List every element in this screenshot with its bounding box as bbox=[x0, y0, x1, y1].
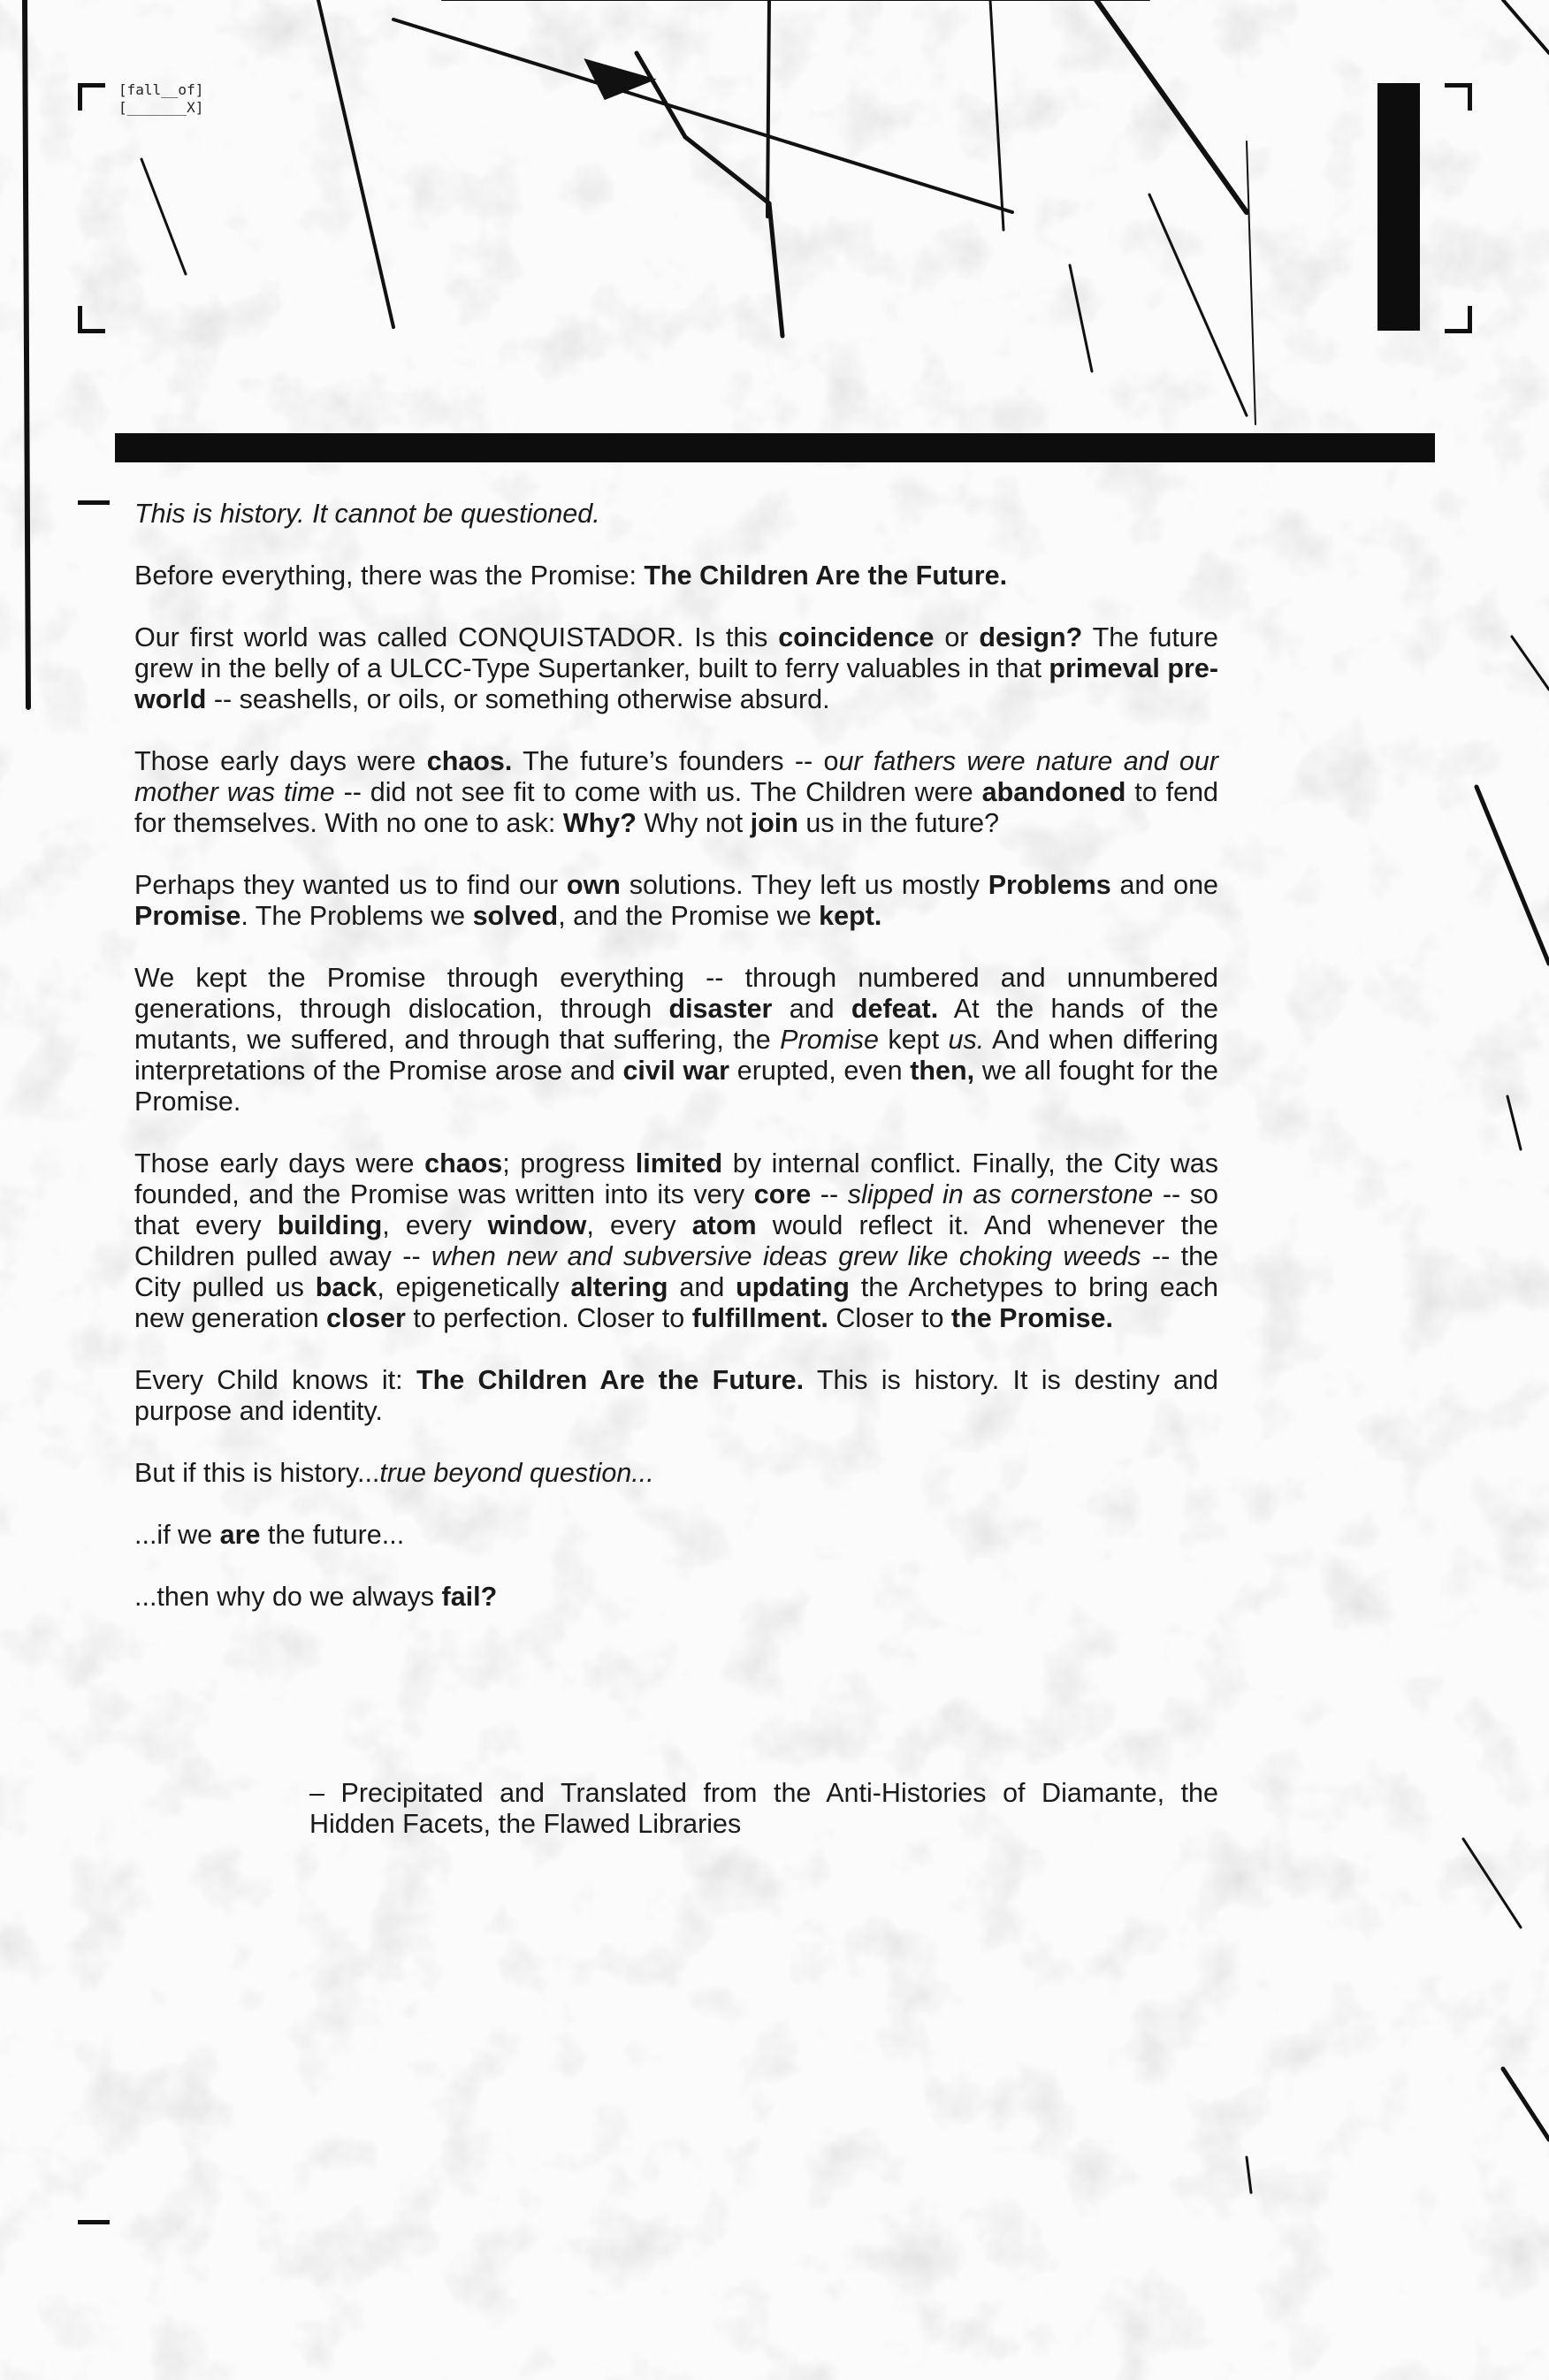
margin-dash-bottom bbox=[78, 2220, 110, 2224]
emphasis: disaster bbox=[668, 994, 773, 1024]
margin-dash-top bbox=[78, 500, 110, 505]
frame-corner-top-left bbox=[78, 83, 105, 111]
emphasis: building bbox=[277, 1210, 383, 1240]
text-run: and bbox=[668, 1272, 736, 1302]
paragraph-6 bbox=[134, 1148, 1218, 1334]
emphasis: are bbox=[219, 1520, 261, 1550]
frame-corner-top-right bbox=[1445, 83, 1472, 111]
emphasis: limited bbox=[635, 1148, 723, 1179]
text-run: would reflect it. And whenever the Children pulled away -- bbox=[134, 1210, 1218, 1271]
text-run: to fend for themselves. With no one to ask: bbox=[134, 777, 1218, 838]
text-run: solutions. They left us mostly bbox=[620, 870, 988, 900]
text-run: And when differing interpretations of the Promise arose and bbox=[134, 1025, 1218, 1086]
italic-run: Promise bbox=[780, 1025, 879, 1055]
emphasis: Why? bbox=[562, 808, 637, 838]
emphasis: kept. bbox=[819, 901, 882, 931]
emphasis: solved bbox=[472, 901, 559, 931]
text-run: , every bbox=[382, 1210, 488, 1240]
emphasis: chaos. bbox=[426, 746, 513, 776]
emphasis: primeval pre-world bbox=[134, 653, 1218, 714]
black-block-decoration bbox=[1377, 83, 1420, 331]
text-run: or bbox=[934, 622, 980, 652]
text-run: and one bbox=[1110, 870, 1219, 900]
emphasis: then, bbox=[910, 1056, 975, 1086]
paragraph-7 bbox=[134, 1365, 1218, 1427]
paragraph-5 bbox=[134, 963, 1218, 1118]
text-run: -- seashells, or oils, or something otherwise absurd. bbox=[206, 684, 830, 714]
paragraph-8 bbox=[134, 1458, 1218, 1489]
emphasis: closer bbox=[326, 1303, 406, 1333]
paragraph-9 bbox=[134, 1520, 1218, 1551]
epigraph-text: This is history. It cannot be questioned. bbox=[134, 499, 600, 529]
text-run: We kept the Promise through everything -- through numbered and unnumbered generations, through dislocation, through bbox=[134, 963, 1218, 1024]
emphasis: fulfillment. bbox=[691, 1303, 828, 1333]
file-tag-line-2: [_______X] bbox=[118, 99, 204, 116]
emphasis: Problems bbox=[988, 870, 1111, 900]
text-run: , and the Promise we bbox=[558, 901, 820, 931]
promise-motto: The Children Are the Future. bbox=[416, 1365, 805, 1395]
text-run: The future grew in the belly of a ULCC-Type Supertanker, built to ferry valuables in that bbox=[134, 622, 1218, 683]
text-run: -- bbox=[811, 1179, 848, 1209]
text-run: to perfection. Closer to bbox=[405, 1303, 692, 1333]
epigraph bbox=[134, 499, 1218, 530]
text-run: -- the City pulled us bbox=[134, 1241, 1218, 1302]
italic-run: when new and subversive ideas grew like choking weeds bbox=[431, 1241, 1141, 1271]
emphasis: updating bbox=[736, 1272, 850, 1302]
emphasis: own bbox=[566, 870, 621, 900]
text-run: by internal conflict. Finally, the City was founded, and the Promise was written into its very bbox=[134, 1148, 1218, 1209]
emphasis: altering bbox=[570, 1272, 668, 1302]
paragraph-1 bbox=[134, 561, 1218, 591]
text-run: , every bbox=[586, 1210, 692, 1240]
file-tag bbox=[118, 81, 203, 117]
italic-run: slipped in as cornerstone bbox=[847, 1179, 1154, 1209]
text-run: ; progress bbox=[502, 1148, 636, 1179]
italic-run: ur fathers were nature and our mother was time bbox=[134, 746, 1219, 807]
text-run: Closer to bbox=[828, 1303, 951, 1333]
paragraph-3 bbox=[134, 746, 1218, 839]
text-run: and bbox=[772, 994, 851, 1024]
text-run: . The Problems we bbox=[240, 901, 473, 931]
emphasis: atom bbox=[691, 1210, 757, 1240]
text-run: Every Child knows it: bbox=[134, 1365, 416, 1395]
italic-run: true beyond question... bbox=[379, 1458, 654, 1488]
text-run: kept bbox=[878, 1025, 949, 1055]
emphasis: join bbox=[750, 808, 798, 838]
emphasis: fail? bbox=[441, 1582, 498, 1612]
emphasis: window bbox=[487, 1210, 587, 1240]
emphasis: back bbox=[315, 1272, 378, 1302]
emphasis: core bbox=[753, 1179, 812, 1209]
text-run: -- did not see fit to come with us. The Children were bbox=[334, 777, 982, 807]
emphasis: Promise bbox=[134, 901, 241, 931]
text-run: Those early days were bbox=[134, 1148, 425, 1179]
frame-corner-bottom-right bbox=[1445, 306, 1472, 333]
text-run: ...if we bbox=[134, 1520, 220, 1550]
emphasis: coincidence bbox=[778, 622, 935, 652]
text-run: Perhaps they wanted us to find our bbox=[134, 870, 567, 900]
text-run: But if this is history... bbox=[134, 1458, 380, 1488]
frame-corner-bottom-left bbox=[78, 306, 105, 333]
emphasis: the Promise. bbox=[950, 1303, 1113, 1333]
text-run: Those early days were bbox=[134, 746, 427, 776]
promise-motto: The Children Are the Future. bbox=[644, 561, 1008, 591]
text-run: the Archetypes to bring each new generation bbox=[134, 1272, 1218, 1333]
attribution: – Precipitated and Translated from the Anti-Histories of Diamante, the Hidden Facets, the Flawed Libraries bbox=[309, 1778, 1218, 1839]
text-run: At the hands of the mutants, we suffered, and through that suffering, the bbox=[134, 994, 1218, 1055]
text-run: erupted, even bbox=[729, 1056, 911, 1086]
text-run: Why not bbox=[636, 808, 751, 838]
paragraph-4 bbox=[134, 870, 1218, 932]
text-run: This is history. It is destiny and purpose and identity. bbox=[134, 1365, 1218, 1426]
text-run: , epigenetically bbox=[377, 1272, 571, 1302]
italic-run: us. bbox=[948, 1025, 985, 1055]
text-run: ...then why do we always bbox=[134, 1582, 442, 1612]
paragraph-10 bbox=[134, 1582, 1218, 1613]
emphasis: defeat. bbox=[851, 994, 939, 1024]
file-tag-line-1: [fall__of] bbox=[118, 81, 204, 98]
emphasis: civil war bbox=[622, 1056, 730, 1086]
text-run: us in the future? bbox=[797, 808, 1000, 838]
emphasis: design? bbox=[979, 622, 1083, 652]
text-run: Our first world was called CONQUISTADOR. Is this bbox=[134, 622, 779, 652]
text-run: we all fought for the Promise. bbox=[134, 1056, 1218, 1117]
text-run: the future... bbox=[260, 1520, 405, 1550]
paragraph-2 bbox=[134, 622, 1218, 715]
emphasis: abandoned bbox=[981, 777, 1126, 807]
header-bar bbox=[115, 433, 1435, 462]
text-run: Before everything, there was the Promise: bbox=[134, 561, 645, 591]
text-run: -- so that every bbox=[134, 1179, 1219, 1240]
text-run: The future’s founders -- o bbox=[512, 746, 839, 776]
emphasis: chaos bbox=[424, 1148, 503, 1179]
body-text bbox=[134, 499, 1218, 1644]
